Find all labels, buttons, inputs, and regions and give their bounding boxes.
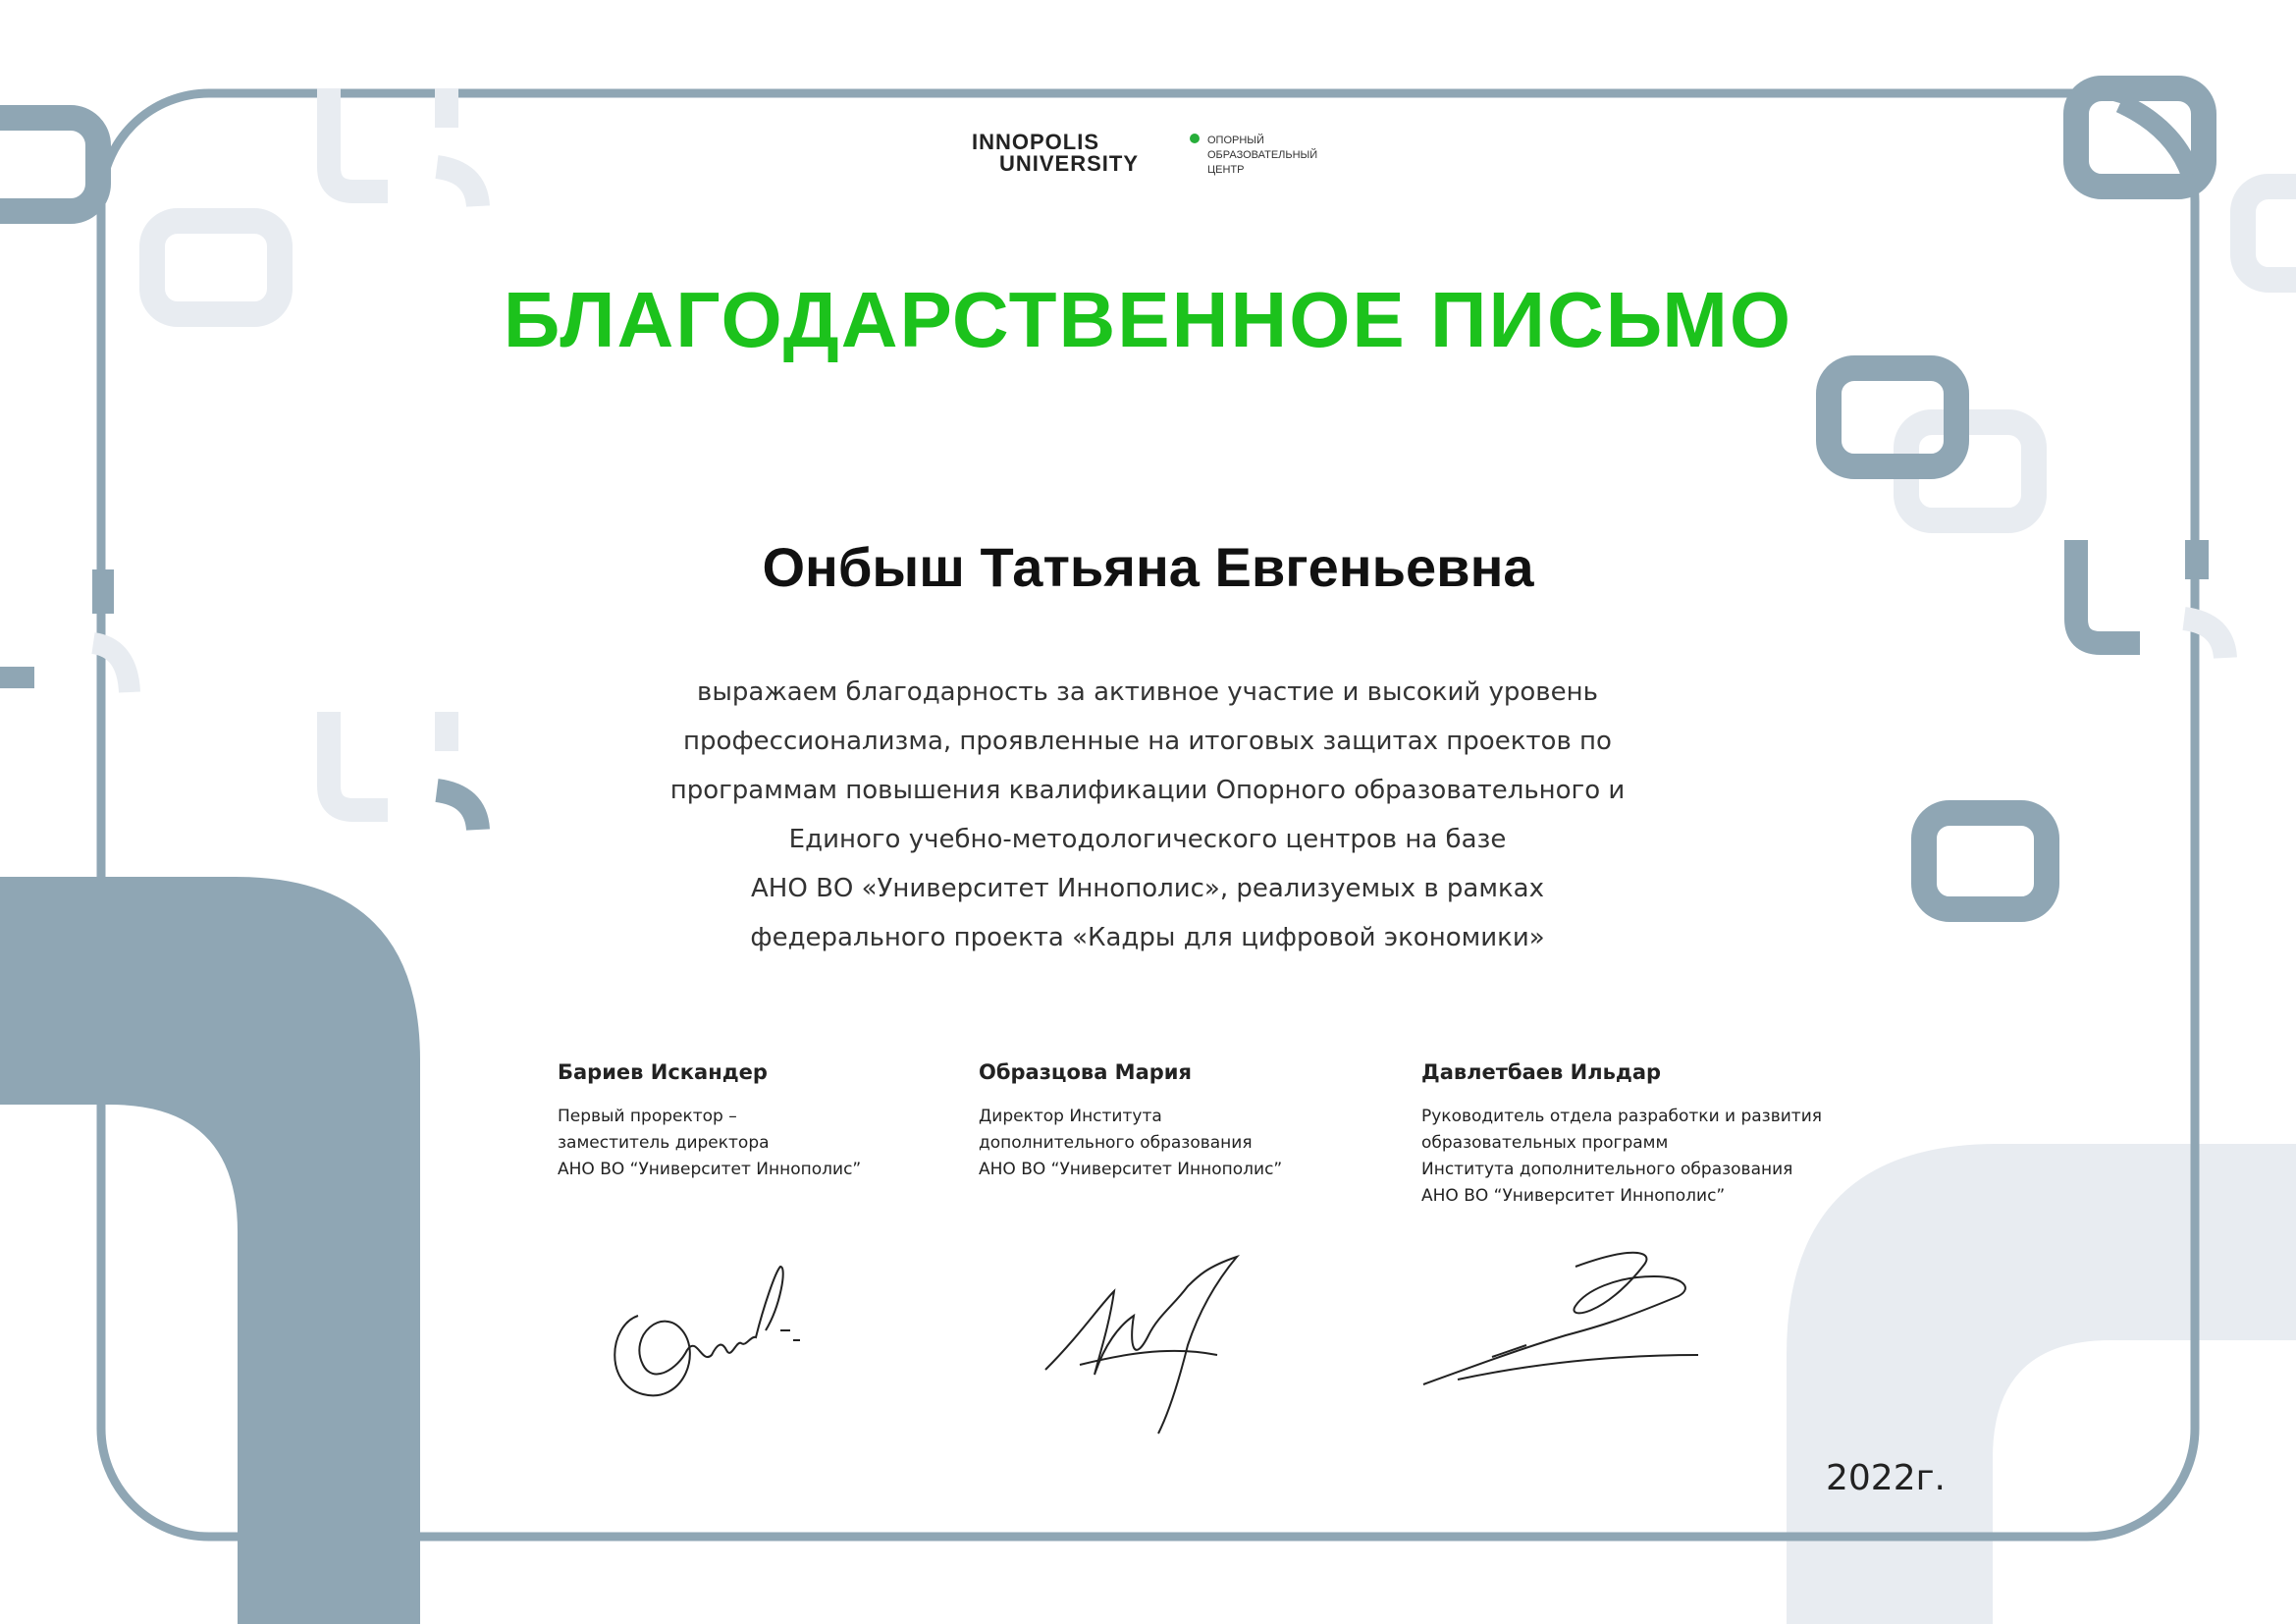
body-line: федерального проекта «Кадры для цифровой экономики» — [750, 923, 1545, 952]
body-text — [559, 668, 1736, 962]
body-line: АНО ВО «Университет Иннополис», реализуемых в рамках — [751, 874, 1544, 903]
deco-l-motif-top-light — [329, 88, 478, 206]
signer-role — [558, 1104, 861, 1183]
signer-role-line: заместитель директора — [558, 1133, 770, 1153]
signer-block-1 — [558, 1060, 861, 1183]
signer-role-line: АНО ВО “Университет Иннополис” — [979, 1160, 1283, 1179]
body-line: программам повышения квалификации Опорного образовательного и — [669, 776, 1626, 805]
signer-role-line: Руководитель отдела разработки и развития — [1421, 1107, 1822, 1126]
certificate-title: БЛАГОДАРСТВЕННОЕ ПИСЬМО — [503, 276, 1793, 363]
signer-role-line: Института дополнительного образования — [1421, 1160, 1793, 1179]
deco-l-motif-mid-gray — [437, 790, 478, 830]
signer-block-3 — [1421, 1060, 1822, 1210]
deco-l-motif-right-light — [2184, 619, 2225, 658]
signer-block-2 — [979, 1060, 1282, 1183]
signer-role-line: АНО ВО “Университет Иннополис” — [1421, 1186, 1726, 1206]
signature-2 — [1041, 1247, 1256, 1443]
signer-role-line: АНО ВО “Университет Иннополис” — [558, 1160, 862, 1179]
deco-l-motif-mid-light — [329, 712, 447, 810]
signer-role-line: Директор Института — [979, 1107, 1162, 1126]
logo-wordmark-line1: INNOPOLIS — [972, 130, 1100, 154]
logo-wordmark-line2: UNIVERSITY — [999, 151, 1140, 176]
signer-role-line: Первый проректор – — [558, 1107, 737, 1126]
deco-square-light-right-edge — [2243, 187, 2296, 280]
innopolis-logo — [972, 128, 1345, 187]
light-corner-arc — [1787, 1144, 2296, 1624]
signer-name: Образцова Мария — [979, 1060, 1192, 1084]
logo-green-dot — [1190, 134, 1200, 143]
deco-square-topleft — [0, 118, 98, 211]
signer-name: Бариев Искандер — [558, 1060, 768, 1084]
signer-role-line: дополнительного образования — [979, 1133, 1253, 1153]
signer-role — [1421, 1104, 1822, 1210]
signature-1 — [599, 1247, 815, 1414]
logo-subtitle-line: ОБРАЗОВАТЕЛЬНЫЙ — [1207, 149, 1318, 161]
signature-3 — [1418, 1247, 1713, 1394]
logo-wordmark — [972, 132, 1139, 175]
signer-role — [979, 1104, 1282, 1183]
body-line: профессионализма, проявленные на итоговых защитах проектов по — [683, 727, 1612, 756]
body-line: выражаем благодарность за активное участие и высокий уровень — [697, 677, 1598, 707]
logo-subtitle-line: ОПОРНЫЙ — [1207, 135, 1264, 146]
logo-subtitle — [1207, 134, 1355, 178]
year: 2022г. — [1826, 1458, 1946, 1498]
gray-corner-pipe — [0, 877, 420, 1624]
signer-role-line: образовательных программ — [1421, 1133, 1669, 1153]
logo-subtitle-line: ЦЕНТР — [1207, 164, 1245, 176]
deco-square-lower-right — [1924, 813, 2047, 909]
body-line: Единого учебно-методологического центров на базе — [788, 825, 1507, 854]
signer-name: Давлетбаев Ильдар — [1421, 1060, 1662, 1084]
recipient-name: Онбыш Татьяна Евгеньевна — [762, 536, 1534, 598]
deco-square-topright-slash — [2120, 103, 2191, 175]
